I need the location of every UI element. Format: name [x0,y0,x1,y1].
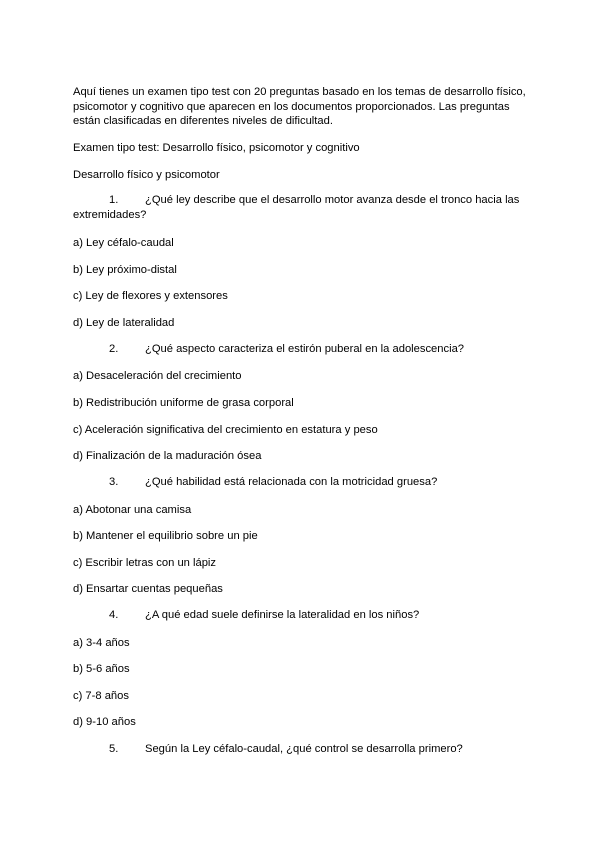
question-number: 3. [109,476,119,488]
option-1c: c) Ley de flexores y extensores [73,290,228,302]
option-1b: b) Ley próximo-distal [73,264,177,276]
option-4d: d) 9-10 años [73,716,136,728]
option-2c: c) Aceleración significativa del crecimiento en estatura y peso [73,424,378,436]
option-2d: d) Finalización de la maduración ósea [73,450,262,462]
option-4b: b) 5-6 años [73,663,130,675]
question-4 [73,608,533,623]
question-5 [73,742,533,757]
question-number: 2. [109,343,119,355]
option-4c: c) 7-8 años [73,690,129,702]
question-text: ¿A qué edad suele definirse la lateralidad en los niños? [145,609,420,621]
question-number: 4. [109,609,119,621]
option-1d: d) Ley de lateralidad [73,317,175,329]
question-text: ¿Qué aspecto caracteriza el estirón puberal en la adolescencia? [145,343,465,355]
option-2b: b) Redistribución uniforme de grasa corporal [73,397,294,409]
option-3c: c) Escribir letras con un lápiz [73,557,217,569]
intro-paragraph: Aquí tienes un examen tipo test con 20 preguntas basado en los temas de desarrollo físico, psicomotor y cognitivo que aparecen en los documentos proporcionados. Las preguntas están clasificadas en diferentes niveles de dificultad. [73,86,526,127]
option-3b: b) Mantener el equilibrio sobre un pie [73,530,258,542]
question-text: Según la Ley céfalo-caudal, ¿qué control se desarrolla primero? [145,743,463,755]
question-1 [73,193,533,222]
question-number: 1. [109,194,119,206]
exam-title: Examen tipo test: Desarrollo físico, psicomotor y cognitivo [73,142,360,154]
section-title: Desarrollo físico y psicomotor [73,169,220,181]
question-text: ¿Qué habilidad está relacionada con la motricidad gruesa? [145,476,438,488]
option-3d: d) Ensartar cuentas pequeñas [73,583,223,595]
option-3a: a) Abotonar una camisa [73,504,192,516]
option-4a: a) 3-4 años [73,637,130,649]
question-3 [73,475,533,490]
question-2 [73,342,533,357]
option-1a: a) Ley céfalo-caudal [73,237,174,249]
question-text: ¿Qué ley describe que el desarrollo motor avanza desde el tronco hacia las extremidades? [73,194,520,221]
question-number: 5. [109,743,119,755]
option-2a: a) Desaceleración del crecimiento [73,370,242,382]
